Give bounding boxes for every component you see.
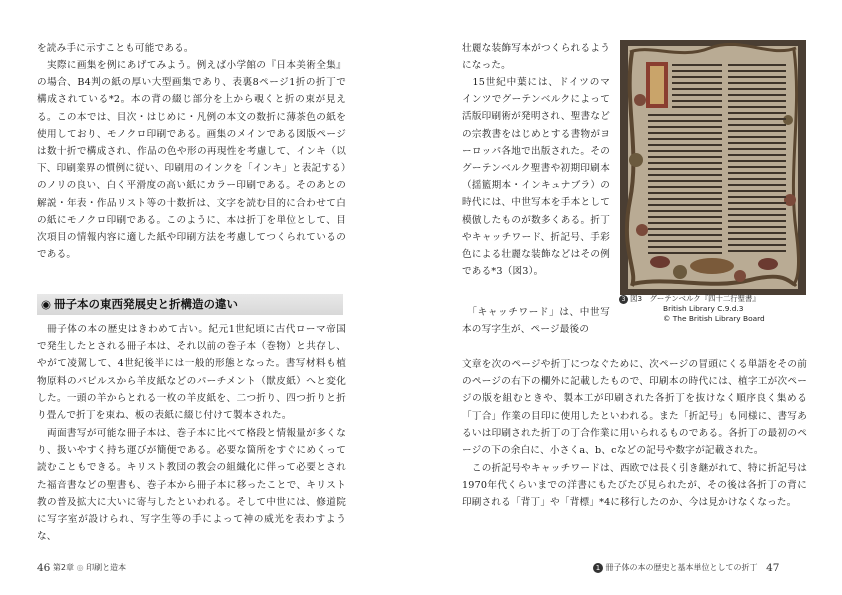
paragraph-art-book-example: 実際に画集を例にあげてみよう。例えば小学館の『日本美術全集』の場合、B4判の紙の厚い大型画集であり、表裏8ページ1折の折丁で構成されている*2。本の背の綴じ部分を上から覗くと折の束が見える。この本では、目次・はじめに・凡例の本文の数折に薄茶色の紙を使用しており、モノクロ印刷である。画集のメインである図版ページは数十折で構成され、作品の色や形の再現性を考慮して、インキ（以下、印刷業界の慣例に従い、印刷用のインクを「インキ」と表記する）のノリの良い、白く平滑度の高い紙にカラー印刷である。そのあとの解説・年表・作品リスト等の十数折は、文字を読む目的に合わせて白の紙にモノクロ印刷である。このように、本は折丁を単位として、目次項目の情報内容に適した紙や印刷方法を考慮してつくられているのである。	[37, 60, 346, 261]
section-bullet-icon: ◉	[41, 297, 52, 311]
section-title: 冊子本の東西発展史と折構造の違い	[54, 297, 239, 311]
chapter-section-badge: 1	[593, 563, 603, 573]
figure-caption	[619, 294, 819, 323]
paragraph-catchword-intro: 「キャッチワード」は、中世写本の写字生が、ページ最後の	[462, 307, 610, 336]
paragraph-intro: を読み手に示すことも可能である。	[37, 43, 194, 54]
caption-line-1: 3 図3 グーテンベルク『四十二行聖書』	[619, 294, 819, 304]
footer-title-left: 印刷と造本	[86, 563, 127, 572]
paragraph-manuscripts: 壮麗な装飾写本がつくられるようになった。	[462, 43, 610, 72]
caption-line-3: © The British Library Board	[663, 313, 765, 323]
right-page	[421, 0, 842, 595]
paragraph-codex-history: 冊子体の本の歴史はきわめて古い。紀元1世紀頃に古代ローマ帝国で発生したとされる冊子本は、それ以前の巻子本（巻物）と共存し、やがて凌駕して、4世紀後半には一般的形態となった。書写材料も植物原料のパピルスから羊皮紙などのパーチメント（獣皮紙）へと変化した。一頭の羊からとれる一枚の羊皮紙を、二つ折り、四つ折りと折り畳んで折丁を束ね、板の表紙に綴じ付けて製本された。	[37, 324, 346, 422]
footer-chapter: 第2章	[52, 563, 75, 572]
page-number-right: 47	[766, 562, 780, 574]
footer-separator-icon: ◎	[76, 563, 84, 572]
paragraph-catchword-detail: 文章を次のページや折丁につなぐために、次ページの冒頭にくる単語をその前のページの右下の欄外に記載したもので、印刷本の時代には、植字工が次ページの版を組むときや、製本工が印刷された各折丁を抜けなく順序良く集める「丁合」作業の目印に使用したといわれる。また「折記号」も同様に、書写あるいは印刷された折丁の丁合作業に用いられるものである。各折丁の最初のページの下の余白に、小さくa、b、cなどの記号や数字が記載された。	[462, 359, 807, 457]
right-footer	[593, 562, 779, 574]
paragraph-signature-marks: この折記号やキャッチワードは、西欧では長く引き継がれて、特に折記号は1970年代くらいまでの洋書にもたびたび見られたが、その後は各折丁の背に印刷される「背丁」や「背標」*4に移行したのか、今は見かけなくなった。	[462, 463, 807, 509]
caption-line-2: British Library C.9.d.3	[663, 304, 744, 313]
figure-gutenberg-bible	[620, 40, 806, 295]
page-number-left: 46	[37, 562, 51, 574]
caption-number-badge: 3	[619, 295, 628, 304]
paragraph-gutenberg: 15世紀中葉には、ドイツのマインツでグーテンベルクによって活版印刷術が発明され、聖書などの宗教書をはじめとする書物がヨーロッパ各地で出版された。そのグーテンベルク聖書や初期印刷本（揺籃期本・インキュナブラ）の時代には、中世写本を手本として模倣したものが数多くある。折丁やキャッチワード、折記号、手彩色による壮麗な装飾などはその例である*3（図3）。	[462, 77, 610, 278]
paragraph-double-sided: 両面書写が可能な冊子本は、巻子本に比べて格段と情報量が多くなり、扱いやすく持ち運びが簡便である。必要な箇所をすぐにめくって読むこともできる。キリスト教団の教会の組織化に伴って必要とされた福音書などの聖書も、巻子本から冊子本に移ったことで、キリスト教の普及拡大に大いに寄与したといわれる。そして中世には、修道院に写字室が設けられ、写字生等の手によって神の威光を表わすような、	[37, 428, 346, 543]
section-heading	[37, 294, 343, 315]
footer-title-right: 冊子体の本の歴史と基本単位としての折丁	[605, 563, 758, 572]
left-footer	[37, 562, 126, 574]
manuscript-page-icon	[620, 40, 806, 295]
